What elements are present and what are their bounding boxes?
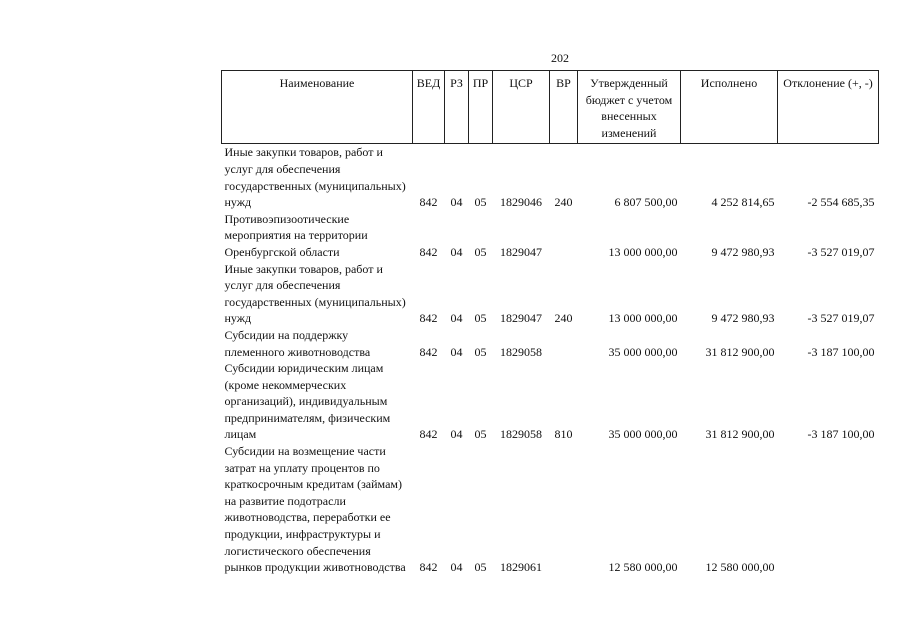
row-ved: 842 [419,311,438,326]
row-ved: 842 [419,560,438,575]
table-row [222,261,879,327]
row-pr: 05 [474,195,487,210]
row-name: Субсидии юридическим лицам (кроме некоммерческих организаций), индивидуальным предпринимателям, физическим лицам [224,361,391,442]
row-csr: 1829058 [500,427,542,442]
row-vr [550,327,578,360]
row-vr: 810 [554,427,573,442]
row-deviation: -3 527 019,07 [807,244,875,259]
row-rz: 04 [450,311,463,326]
row-done: 31 812 900,00 [705,344,775,359]
row-name: Субсидии на поддержку племенного животноводства [224,327,371,359]
header-budget: Утвержденный бюджет с учетом внесенных изменений [578,71,681,144]
row-pr: 05 [474,344,487,359]
row-deviation: -3 187 100,00 [807,344,875,359]
row-rz: 04 [450,560,463,575]
page-number: 202 [551,51,569,65]
row-csr: 1829046 [500,195,542,210]
header-ved: ВЕД [413,71,445,144]
row-vr: 240 [554,311,573,326]
row-csr: 1829047 [500,311,542,326]
header-csr: ЦСР [493,71,550,144]
table-row [222,443,879,576]
header-name: Наименование [222,71,413,144]
table-header-row [222,71,879,144]
row-csr: 1829061 [500,560,542,575]
row-csr: 1829058 [500,344,542,359]
row-ved: 842 [419,244,438,259]
row-rz: 04 [450,195,463,210]
row-vr [550,211,578,261]
row-pr: 05 [474,427,487,442]
row-done: 9 472 980,93 [711,244,775,259]
row-ved: 842 [419,344,438,359]
table-row [222,360,879,443]
table-row [222,211,879,261]
row-csr: 1829047 [500,244,542,259]
budget-execution-table [221,70,879,576]
row-pr: 05 [474,311,487,326]
row-pr: 05 [474,560,487,575]
table-row [222,327,879,360]
table-row [222,144,879,211]
row-deviation: -3 187 100,00 [807,427,875,442]
header-rz: РЗ [445,71,469,144]
header-deviation: Отклонение (+, -) [778,71,879,144]
row-rz: 04 [450,344,463,359]
row-rz: 04 [450,427,463,442]
header-vr: ВР [550,71,578,144]
row-done: 4 252 814,65 [711,195,775,210]
row-vr [550,443,578,576]
row-done: 9 472 980,93 [711,311,775,326]
row-rz: 04 [450,244,463,259]
row-deviation: -3 527 019,07 [807,311,875,326]
row-budget: 12 580 000,00 [608,560,678,575]
row-pr: 05 [474,244,487,259]
row-budget: 35 000 000,00 [608,427,678,442]
row-done: 12 580 000,00 [705,560,775,575]
row-done: 31 812 900,00 [705,427,775,442]
row-budget: 13 000 000,00 [608,311,678,326]
row-name: Иные закупки товаров, работ и услуг для обеспечения государственных (муниципальных) нужд [224,145,406,210]
row-name: Субсидии на возмещение части затрат на уплату процентов по краткосрочным кредитам (займам) на развитие подотрасли животноводства, переработки ее продукции, инфраструктуры и логистического обеспечения рынков продукции животноводства [224,444,406,575]
row-vr: 240 [554,195,573,210]
row-ved: 842 [419,427,438,442]
row-name: Противоэпизоотические мероприятия на территории Оренбургской области [224,211,368,259]
header-done: Исполнено [681,71,778,144]
row-budget: 6 807 500,00 [614,195,678,210]
row-deviation [778,443,879,576]
row-ved: 842 [419,195,438,210]
row-name: Иные закупки товаров, работ и услуг для обеспечения государственных (муниципальных) нужд [224,261,406,326]
row-deviation: -2 554 685,35 [807,195,875,210]
row-budget: 13 000 000,00 [608,244,678,259]
header-pr: ПР [469,71,493,144]
row-budget: 35 000 000,00 [608,344,678,359]
